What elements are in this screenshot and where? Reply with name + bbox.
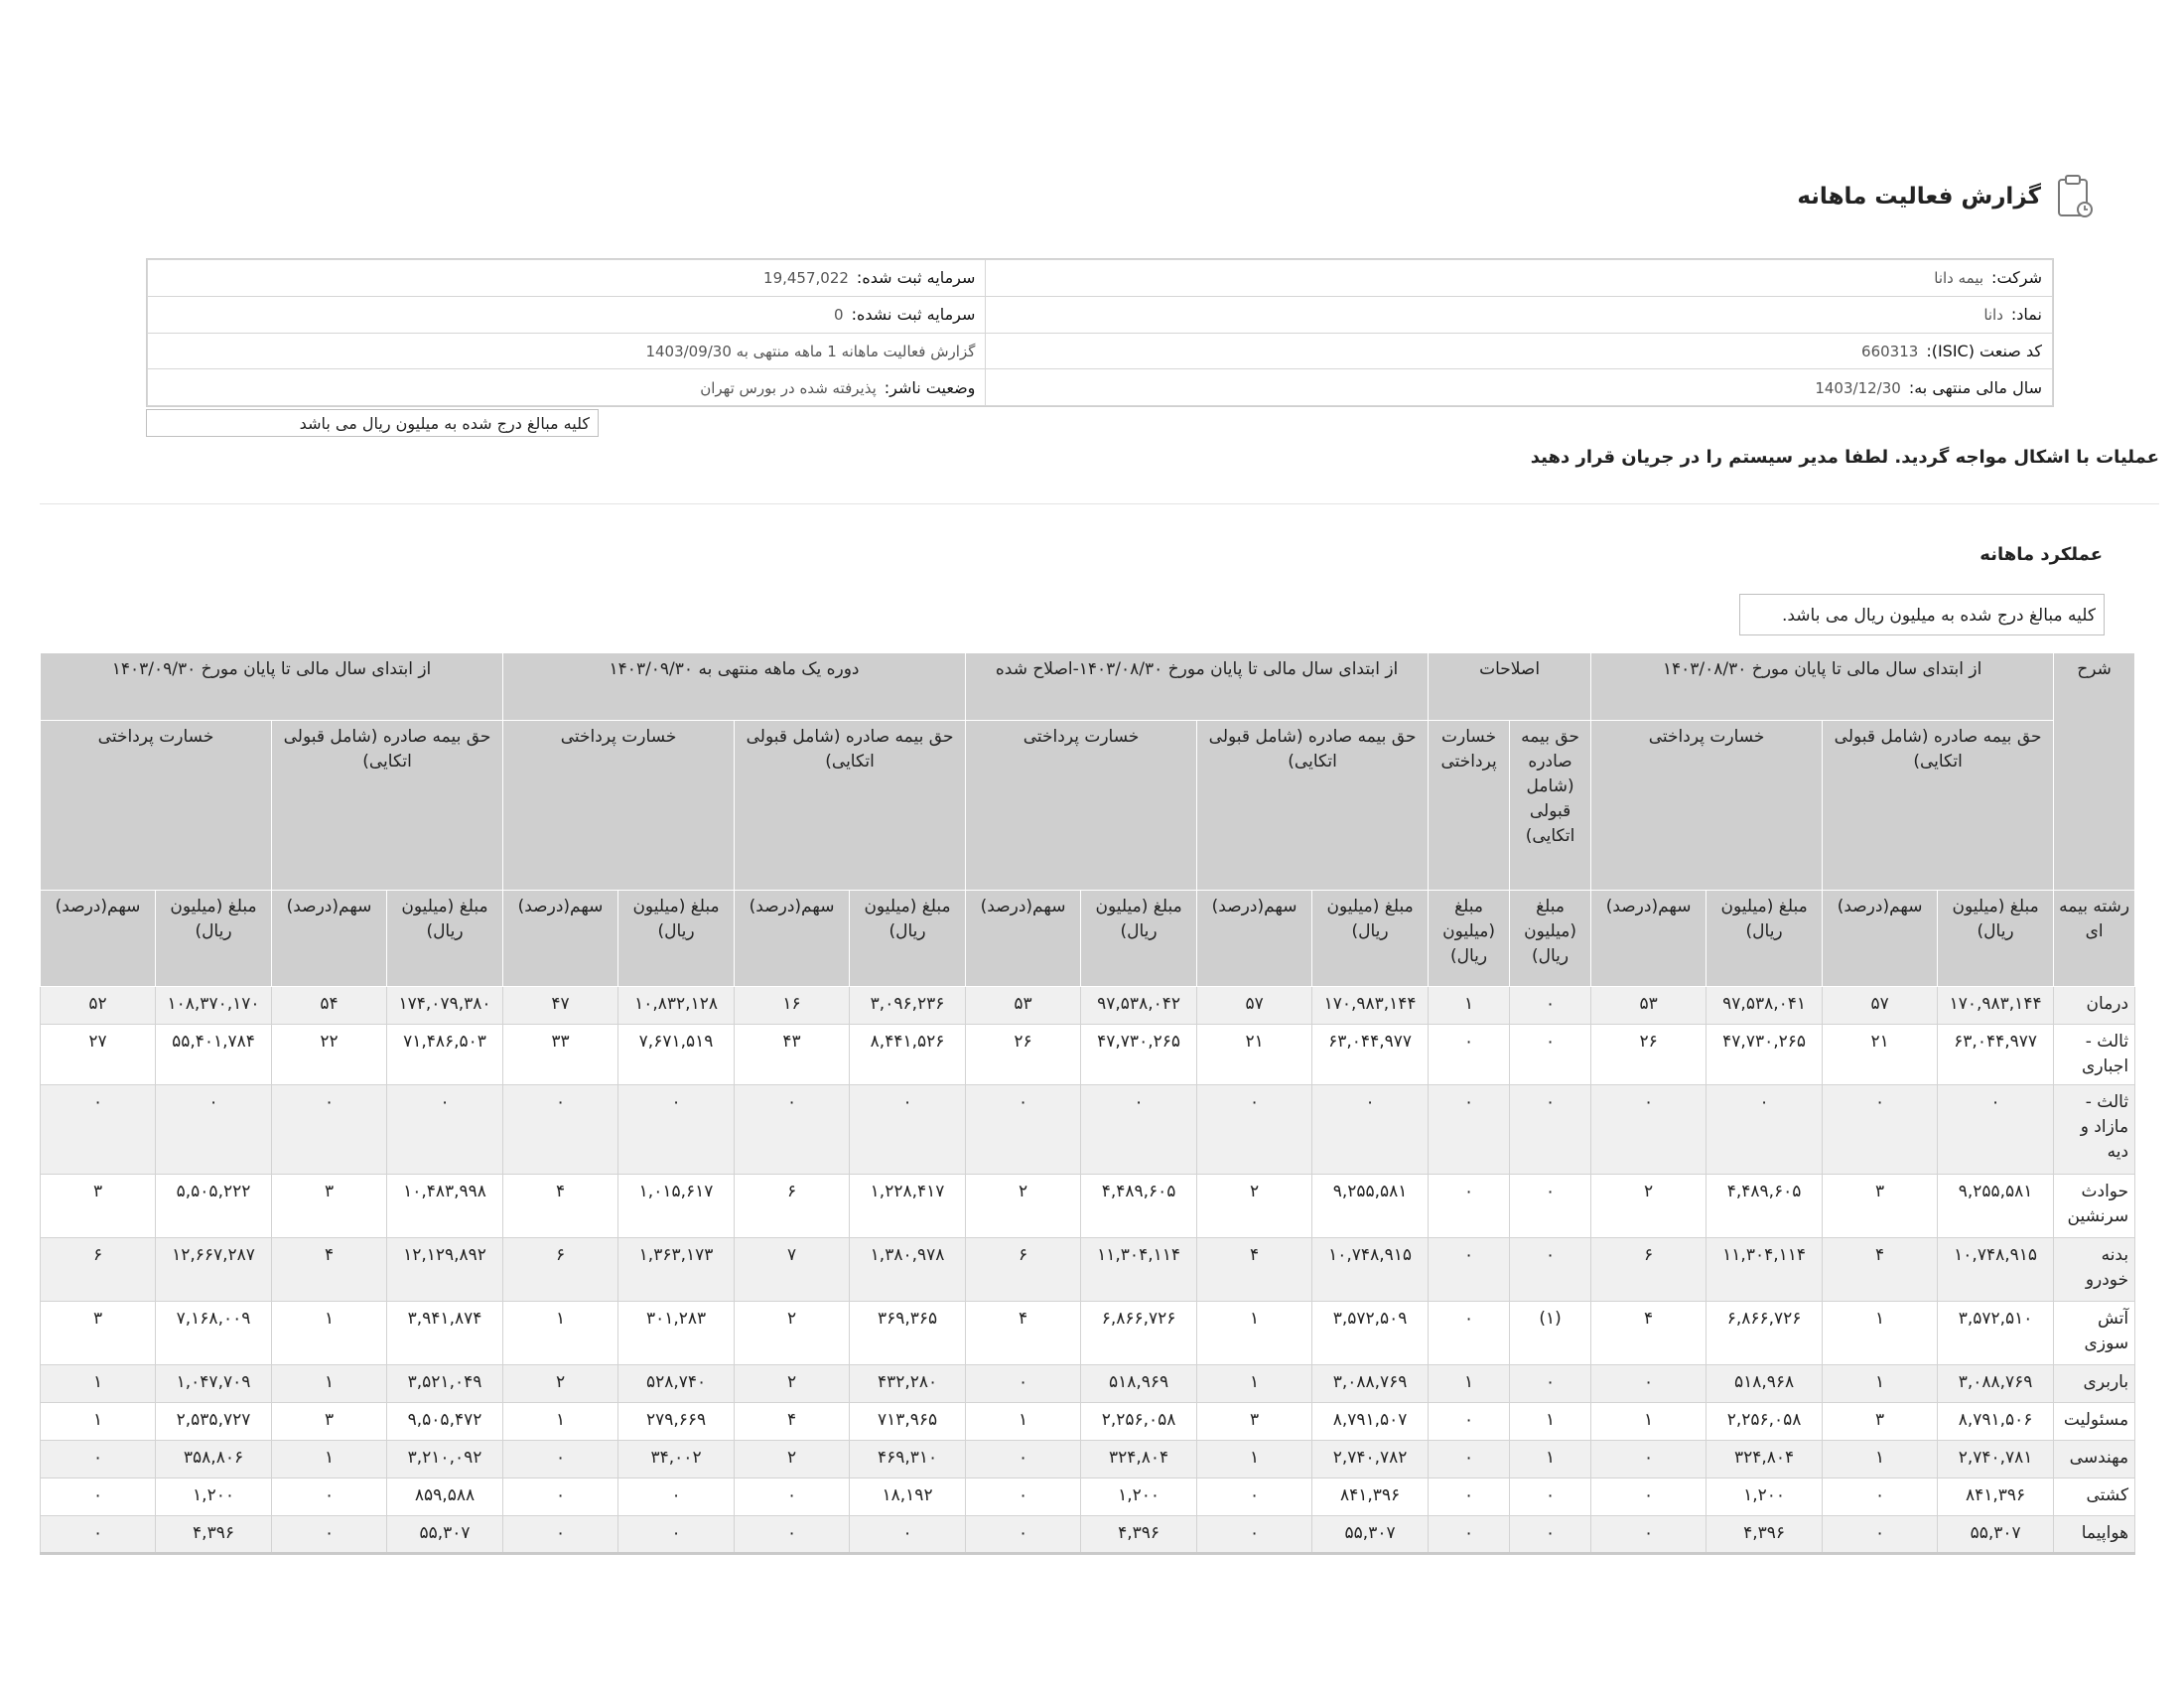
- table-cell: ۳,۲۱۰,۰۹۲: [387, 1441, 503, 1478]
- table-cell: ۰: [1510, 1025, 1591, 1085]
- table-cell: ۰: [272, 1478, 387, 1516]
- claims-subheader: خسارت پرداختی: [503, 721, 735, 891]
- table-cell: ۳۰۱,۲۸۳: [618, 1302, 735, 1365]
- table-cell: ۱۰,۷۴۸,۹۱۵: [1312, 1238, 1429, 1302]
- table-cell: ۱: [1510, 1403, 1591, 1441]
- table-cell: ۲۶: [966, 1025, 1081, 1085]
- table-row: [41, 1365, 2135, 1403]
- table-cell: ۰: [156, 1085, 272, 1175]
- table-cell: ۰: [618, 1478, 735, 1516]
- table-cell: ۱,۲۲۸,۴۱۷: [850, 1175, 966, 1238]
- table-cell: ۶: [735, 1175, 850, 1238]
- table-cell: ۱: [272, 1441, 387, 1478]
- table-cell: ۰: [966, 1441, 1081, 1478]
- table-cell: ۱: [41, 1403, 156, 1441]
- table-cell: ۳,۹۴۱,۸۷۴: [387, 1302, 503, 1365]
- table-cell: ۰: [1510, 1365, 1591, 1403]
- table-cell: ۱,۲۰۰: [156, 1478, 272, 1516]
- share-header: سهم(درصد): [503, 891, 618, 987]
- amount-header: مبلغ (میلیون ریال): [1510, 891, 1591, 987]
- row-insurance-line: حوادث سرنشین: [2054, 1175, 2135, 1238]
- section-unit-note: کلیه مبالغ درج شده به میلیون ریال می باشد.: [1739, 594, 2105, 635]
- table-cell: ۲: [966, 1175, 1081, 1238]
- table-cell: ۰: [1938, 1085, 2054, 1175]
- amount-header: مبلغ (میلیون ریال): [156, 891, 272, 987]
- table-cell: ۰: [850, 1516, 966, 1554]
- table-cell: ۰: [1197, 1516, 1312, 1554]
- table-cell: ۵۱۸,۹۶۹: [1081, 1365, 1197, 1403]
- table-cell: ۰: [1510, 1085, 1591, 1175]
- amount-header: مبلغ (میلیون ریال): [850, 891, 966, 987]
- company-label: شرکت:: [1991, 268, 2042, 288]
- table-cell: ۱: [966, 1403, 1081, 1441]
- table-cell: ۱: [1197, 1441, 1312, 1478]
- table-cell: ۳: [272, 1175, 387, 1238]
- table-cell: ۱۲,۱۲۹,۸۹۲: [387, 1238, 503, 1302]
- table-cell: ۵۵,۳۰۷: [1312, 1516, 1429, 1554]
- group-header: اصلاحات: [1429, 653, 1591, 721]
- table-cell: ۰: [272, 1085, 387, 1175]
- table-cell: ۷,۱۶۸,۰۰۹: [156, 1302, 272, 1365]
- table-cell: ۰: [1429, 1238, 1510, 1302]
- table-cell: ۱: [1823, 1441, 1938, 1478]
- row-insurance-line: بدنه خودرو: [2054, 1238, 2135, 1302]
- share-header: سهم(درصد): [1197, 891, 1312, 987]
- table-cell: ۰: [387, 1085, 503, 1175]
- table-cell: ۲۱: [1197, 1025, 1312, 1085]
- company-value: بیمه دانا: [1934, 269, 1984, 288]
- table-cell: ۲: [1197, 1175, 1312, 1238]
- row-insurance-line: باربری: [2054, 1365, 2135, 1403]
- table-cell: ۴: [1823, 1238, 1938, 1302]
- amount-header: مبلغ (میلیون ریال): [387, 891, 503, 987]
- table-cell: ۱: [272, 1365, 387, 1403]
- table-cell: ۵۲: [41, 987, 156, 1025]
- table-cell: ۱: [1429, 987, 1510, 1025]
- table-cell: ۱,۲۰۰: [1081, 1478, 1197, 1516]
- claims-subheader: خسارت پرداختی: [41, 721, 272, 891]
- amount-header: مبلغ (میلیون ریال): [618, 891, 735, 987]
- table-cell: ۲۱: [1823, 1025, 1938, 1085]
- table-row: [41, 1085, 2135, 1175]
- table-cell: ۰: [1081, 1085, 1197, 1175]
- table-cell: ۲: [735, 1365, 850, 1403]
- table-cell: ۱۲,۶۶۷,۲۸۷: [156, 1238, 272, 1302]
- table-cell: ۲۷: [41, 1025, 156, 1085]
- table-cell: ۳,۰۸۸,۷۶۹: [1312, 1365, 1429, 1403]
- table-cell: ۵۵,۳۰۷: [1938, 1516, 2054, 1554]
- table-cell: ۰: [1510, 1516, 1591, 1554]
- amount-header: مبلغ (میلیون ریال): [1938, 891, 2054, 987]
- table-row: [41, 1403, 2135, 1441]
- table-cell: ۰: [966, 1478, 1081, 1516]
- table-cell: ۴۷,۷۳۰,۲۶۵: [1706, 1025, 1823, 1085]
- share-header: سهم(درصد): [1591, 891, 1706, 987]
- table-cell: ۷۱۳,۹۶۵: [850, 1403, 966, 1441]
- report-desc-cell: [148, 333, 986, 369]
- table-cell: ۰: [503, 1441, 618, 1478]
- table-cell: ۹۷,۵۳۸,۰۴۲: [1081, 987, 1197, 1025]
- claims-subheader: خسارت پرداختی: [1591, 721, 1823, 891]
- table-cell: ۱: [1591, 1403, 1706, 1441]
- table-cell: ۲: [735, 1302, 850, 1365]
- table-row: [41, 1441, 2135, 1478]
- premium-subheader: حق بیمه صادره (شامل قبولی اتکایی): [1510, 721, 1591, 891]
- table-cell: ۰: [1429, 1403, 1510, 1441]
- table-cell: ۱: [1510, 1441, 1591, 1478]
- table-cell: ۷: [735, 1238, 850, 1302]
- table-cell: ۳,۰۹۶,۲۳۶: [850, 987, 966, 1025]
- table-cell: ۴۷: [503, 987, 618, 1025]
- table-cell: ۲۶: [1591, 1025, 1706, 1085]
- table-cell: ۱: [272, 1302, 387, 1365]
- company-info-panel: [146, 258, 2054, 407]
- table-cell: ۹,۵۰۵,۴۷۲: [387, 1403, 503, 1441]
- table-cell: ۱,۲۰۰: [1706, 1478, 1823, 1516]
- table-cell: ۱: [1429, 1365, 1510, 1403]
- table-cell: ۰: [503, 1085, 618, 1175]
- premium-subheader: حق بیمه صادره (شامل قبولی اتکایی): [272, 721, 503, 891]
- table-cell: ۰: [1510, 1175, 1591, 1238]
- table-cell: ۰: [735, 1516, 850, 1554]
- table-cell: ۰: [966, 1085, 1081, 1175]
- table-cell: ۰: [1197, 1478, 1312, 1516]
- table-cell: ۲,۷۴۰,۷۸۱: [1938, 1441, 2054, 1478]
- table-cell: ۰: [1510, 987, 1591, 1025]
- table-cell: ۸,۷۹۱,۵۰۷: [1312, 1403, 1429, 1441]
- publisher-status-cell: [148, 369, 986, 406]
- publisher-status-label: وضعیت ناشر:: [884, 377, 976, 397]
- fiscal-year-value: 1403/12/30: [1815, 378, 1901, 397]
- clipboard-clock-icon: [2055, 173, 2095, 220]
- table-cell: ۳,۵۲۱,۰۴۹: [387, 1365, 503, 1403]
- table-cell: ۴,۳۹۶: [156, 1516, 272, 1554]
- row-insurance-line: مسئولیت: [2054, 1403, 2135, 1441]
- table-cell: ۵,۵۰۵,۲۲۲: [156, 1175, 272, 1238]
- table-cell: ۴,۳۹۶: [1081, 1516, 1197, 1554]
- isic-cell: [986, 333, 2053, 369]
- table-row: [41, 1516, 2135, 1554]
- table-cell: ۴۳۲,۲۸۰: [850, 1365, 966, 1403]
- table-cell: ۱,۳۶۳,۱۷۳: [618, 1238, 735, 1302]
- table-cell: ۲: [735, 1441, 850, 1478]
- table-cell: ۰: [1591, 1365, 1706, 1403]
- row-insurance-line: ثالث - اجباری: [2054, 1025, 2135, 1085]
- table-cell: ۱: [1823, 1365, 1938, 1403]
- table-cell: ۴,۴۸۹,۶۰۵: [1081, 1175, 1197, 1238]
- table-row: [41, 1025, 2135, 1085]
- table-cell: ۰: [1706, 1085, 1823, 1175]
- table-cell: ۹,۲۵۵,۵۸۱: [1938, 1175, 2054, 1238]
- fiscal-year-label: سال مالی منتهی به:: [1908, 377, 2042, 397]
- table-cell: ۰: [503, 1478, 618, 1516]
- table-cell: ۸,۴۴۱,۵۲۶: [850, 1025, 966, 1085]
- registered-capital-cell: [148, 260, 986, 297]
- share-header: سهم(درصد): [272, 891, 387, 987]
- table-cell: ۵۷: [1197, 987, 1312, 1025]
- table-cell: ۱,۰۴۷,۷۰۹: [156, 1365, 272, 1403]
- registered-capital-label: سرمایه ثبت شده:: [856, 268, 976, 288]
- publisher-status-value: پذیرفته شده در بورس تهران: [700, 378, 877, 397]
- table-cell: ۸۵۹,۵۸۸: [387, 1478, 503, 1516]
- amount-unit-note: کلیه مبالغ درج شده به میلیون ریال می باشد: [146, 409, 599, 437]
- table-cell: ۰: [41, 1516, 156, 1554]
- table-cell: ۴: [272, 1238, 387, 1302]
- table-cell: ۰: [1429, 1025, 1510, 1085]
- group-header: از ابتدای سال مالی تا پایان مورخ ۱۴۰۳/۰۸/۳۰-اصلاح شده: [966, 653, 1429, 721]
- table-cell: ۰: [1591, 1085, 1706, 1175]
- table-cell: ۱۰,۴۸۳,۹۹۸: [387, 1175, 503, 1238]
- table-cell: ۶,۸۶۶,۷۲۶: [1706, 1302, 1823, 1365]
- table-cell: ۲: [503, 1365, 618, 1403]
- group-header: از ابتدای سال مالی تا پایان مورخ ۱۴۰۳/۰۸/۳۰: [1591, 653, 2054, 721]
- table-cell: ۴: [1591, 1302, 1706, 1365]
- table-cell: ۳۳: [503, 1025, 618, 1085]
- table-cell: ۰: [1591, 1478, 1706, 1516]
- table-cell: ۱۷۰,۹۸۳,۱۴۴: [1938, 987, 2054, 1025]
- table-cell: ۱۸,۱۹۲: [850, 1478, 966, 1516]
- table-cell: ۷,۶۷۱,۵۱۹: [618, 1025, 735, 1085]
- table-cell: ۰: [1823, 1085, 1938, 1175]
- table-cell: ۳: [1823, 1175, 1938, 1238]
- table-cell: ۱: [1197, 1365, 1312, 1403]
- table-cell: ۲,۲۵۶,۰۵۸: [1081, 1403, 1197, 1441]
- table-cell: ۰: [735, 1085, 850, 1175]
- row-insurance-line: درمان: [2054, 987, 2135, 1025]
- table-cell: ۲۲: [272, 1025, 387, 1085]
- group-header: دوره یک ماهه منتهی به ۱۴۰۳/۰۹/۳۰: [503, 653, 966, 721]
- table-cell: ۴۳: [735, 1025, 850, 1085]
- table-cell: ۱۰,۷۴۸,۹۱۵: [1938, 1238, 2054, 1302]
- table-cell: ۴,۳۹۶: [1706, 1516, 1823, 1554]
- table-cell: ۰: [1312, 1085, 1429, 1175]
- table-cell: ۱۶: [735, 987, 850, 1025]
- table-cell: ۱: [1823, 1302, 1938, 1365]
- divider: [40, 503, 2159, 504]
- table-cell: ۴: [503, 1175, 618, 1238]
- table-cell: ۶۳,۰۴۴,۹۷۷: [1312, 1025, 1429, 1085]
- table-cell: ۸,۷۹۱,۵۰۶: [1938, 1403, 2054, 1441]
- table-cell: ۰: [850, 1085, 966, 1175]
- premium-subheader: حق بیمه صادره (شامل قبولی اتکایی): [735, 721, 966, 891]
- table-cell: ۵۵,۴۰۱,۷۸۴: [156, 1025, 272, 1085]
- table-cell: ۰: [1510, 1238, 1591, 1302]
- table-cell: ۳: [1197, 1403, 1312, 1441]
- share-header: سهم(درصد): [41, 891, 156, 987]
- table-cell: ۰: [1591, 1441, 1706, 1478]
- table-cell: ۰: [272, 1516, 387, 1554]
- table-cell: ۰: [618, 1516, 735, 1554]
- section-title: عملکرد ماهانه: [1979, 544, 2103, 565]
- table-cell: ۵۷: [1823, 987, 1938, 1025]
- table-cell: (۱): [1510, 1302, 1591, 1365]
- table-cell: ۲: [1591, 1175, 1706, 1238]
- table-cell: ۰: [1823, 1478, 1938, 1516]
- table-cell: ۲,۷۴۰,۷۸۲: [1312, 1441, 1429, 1478]
- error-message: عملیات با اشکال مواجه گردید. لطفا مدیر سیستم را در جریان قرار دهید: [1530, 447, 2159, 468]
- company-cell: [986, 260, 2053, 297]
- table-cell: ۰: [735, 1478, 850, 1516]
- table-cell: ۳۲۴,۸۰۴: [1081, 1441, 1197, 1478]
- table-cell: ۱۰,۸۳۲,۱۲۸: [618, 987, 735, 1025]
- table-cell: ۴,۴۸۹,۶۰۵: [1706, 1175, 1823, 1238]
- claims-subheader: خسارت پرداختی: [1429, 721, 1510, 891]
- isic-value: 660313: [1861, 342, 1919, 360]
- table-cell: ۱۷۴,۰۷۹,۳۸۰: [387, 987, 503, 1025]
- table-cell: ۹۷,۵۳۸,۰۴۱: [1706, 987, 1823, 1025]
- table-cell: ۶,۸۶۶,۷۲۶: [1081, 1302, 1197, 1365]
- line-header: رشته بیمه ای: [2054, 891, 2135, 987]
- table-cell: ۵۵,۳۰۷: [387, 1516, 503, 1554]
- table-row: [41, 1175, 2135, 1238]
- fiscal-year-cell: [986, 369, 2053, 406]
- desc-header: شرح: [2054, 653, 2135, 891]
- table-cell: ۳: [272, 1403, 387, 1441]
- claims-subheader: خسارت پرداختی: [966, 721, 1197, 891]
- table-cell: ۰: [1429, 1085, 1510, 1175]
- table-cell: ۱۱,۳۰۴,۱۱۴: [1706, 1238, 1823, 1302]
- table-cell: ۰: [1429, 1516, 1510, 1554]
- table-cell: ۵۱۸,۹۶۸: [1706, 1365, 1823, 1403]
- table-cell: ۴: [1197, 1238, 1312, 1302]
- page-header: [1737, 167, 2095, 226]
- table-row: [41, 1478, 2135, 1516]
- group-header: از ابتدای سال مالی تا پایان مورخ ۱۴۰۳/۰۹/۳۰: [41, 653, 503, 721]
- table-cell: ۱۷۰,۹۸۳,۱۴۴: [1312, 987, 1429, 1025]
- symbol-label: نماد:: [2010, 305, 2042, 325]
- table-cell: ۱,۳۸۰,۹۷۸: [850, 1238, 966, 1302]
- table-cell: ۳۴,۰۰۲: [618, 1441, 735, 1478]
- table-cell: ۲,۲۵۶,۰۵۸: [1706, 1403, 1823, 1441]
- isic-label: کد صنعت (ISIC):: [1926, 341, 2042, 360]
- table-cell: ۰: [1823, 1516, 1938, 1554]
- table-cell: ۳: [41, 1175, 156, 1238]
- table-cell: ۰: [1429, 1441, 1510, 1478]
- table-row: [41, 1302, 2135, 1365]
- table-cell: ۳: [41, 1302, 156, 1365]
- share-header: سهم(درصد): [1823, 891, 1938, 987]
- table-cell: ۶: [41, 1238, 156, 1302]
- table-cell: ۰: [503, 1516, 618, 1554]
- table-cell: ۵۳: [1591, 987, 1706, 1025]
- table-cell: ۱,۰۱۵,۶۱۷: [618, 1175, 735, 1238]
- table-cell: ۰: [41, 1085, 156, 1175]
- table-cell: ۰: [1510, 1478, 1591, 1516]
- table-row: [41, 1238, 2135, 1302]
- table-cell: ۴: [735, 1403, 850, 1441]
- table-cell: ۰: [966, 1365, 1081, 1403]
- share-header: سهم(درصد): [966, 891, 1081, 987]
- table-cell: ۳,۰۸۸,۷۶۹: [1938, 1365, 2054, 1403]
- table-cell: ۰: [41, 1478, 156, 1516]
- table-cell: ۰: [1429, 1478, 1510, 1516]
- symbol-value: دانا: [1983, 306, 2003, 325]
- table-cell: ۵۴: [272, 987, 387, 1025]
- table-cell: ۷۱,۴۸۶,۵۰۳: [387, 1025, 503, 1085]
- share-header: سهم(درصد): [735, 891, 850, 987]
- row-insurance-line: آتش سوزی: [2054, 1302, 2135, 1365]
- table-cell: ۶: [966, 1238, 1081, 1302]
- unregistered-capital-label: سرمایه ثبت نشده:: [851, 305, 976, 325]
- table-cell: ۱: [41, 1365, 156, 1403]
- table-cell: ۳,۵۷۲,۵۰۹: [1312, 1302, 1429, 1365]
- table-cell: ۱: [503, 1403, 618, 1441]
- table-cell: ۶: [503, 1238, 618, 1302]
- table-cell: ۲۷۹,۶۶۹: [618, 1403, 735, 1441]
- table-cell: ۳۲۴,۸۰۴: [1706, 1441, 1823, 1478]
- table-cell: ۰: [1197, 1085, 1312, 1175]
- monthly-performance-table: [40, 652, 2135, 1555]
- table-cell: ۶۳,۰۴۴,۹۷۷: [1938, 1025, 2054, 1085]
- table-cell: ۶: [1591, 1238, 1706, 1302]
- row-insurance-line: ثالث - مازاد و دیه: [2054, 1085, 2135, 1175]
- row-insurance-line: کشتی: [2054, 1478, 2135, 1516]
- table-cell: ۳۶۹,۳۶۵: [850, 1302, 966, 1365]
- table-cell: ۱: [1197, 1302, 1312, 1365]
- premium-subheader: حق بیمه صادره (شامل قبولی اتکایی): [1197, 721, 1429, 891]
- table-cell: ۸۴۱,۳۹۶: [1938, 1478, 2054, 1516]
- table-cell: ۴۶۹,۳۱۰: [850, 1441, 966, 1478]
- table-cell: ۰: [1429, 1302, 1510, 1365]
- table-cell: ۱: [503, 1302, 618, 1365]
- row-insurance-line: هواپیما: [2054, 1516, 2135, 1554]
- table-row: [41, 987, 2135, 1025]
- report-description: گزارش فعالیت ماهانه 1 ماهه منتهی به 1403/09/30: [645, 342, 976, 360]
- table-cell: ۵۲۸,۷۴۰: [618, 1365, 735, 1403]
- table-cell: ۳۵۸,۸۰۶: [156, 1441, 272, 1478]
- table-cell: ۰: [618, 1085, 735, 1175]
- table-cell: ۰: [41, 1441, 156, 1478]
- table-cell: ۰: [966, 1516, 1081, 1554]
- symbol-cell: [986, 296, 2053, 333]
- table-cell: ۰: [1429, 1175, 1510, 1238]
- table-cell: ۲,۵۳۵,۷۲۷: [156, 1403, 272, 1441]
- table-cell: ۰: [1591, 1516, 1706, 1554]
- amount-header: مبلغ (میلیون ریال): [1706, 891, 1823, 987]
- amount-header: مبلغ (میلیون ریال): [1081, 891, 1197, 987]
- amount-header: مبلغ (میلیون ریال): [1429, 891, 1510, 987]
- table-cell: ۴: [966, 1302, 1081, 1365]
- table-cell: ۱۰۸,۳۷۰,۱۷۰: [156, 987, 272, 1025]
- unregistered-capital-value: 0: [834, 306, 844, 325]
- table-cell: ۱۱,۳۰۴,۱۱۴: [1081, 1238, 1197, 1302]
- table-cell: ۳: [1823, 1403, 1938, 1441]
- page-title: گزارش فعالیت ماهانه: [1797, 184, 2041, 210]
- table-cell: ۵۳: [966, 987, 1081, 1025]
- row-insurance-line: مهندسی: [2054, 1441, 2135, 1478]
- table-cell: ۳,۵۷۲,۵۱۰: [1938, 1302, 2054, 1365]
- unregistered-capital-cell: [148, 296, 986, 333]
- amount-header: مبلغ (میلیون ریال): [1312, 891, 1429, 987]
- premium-subheader: حق بیمه صادره (شامل قبولی اتکایی): [1823, 721, 2054, 891]
- table-cell: ۹,۲۵۵,۵۸۱: [1312, 1175, 1429, 1238]
- table-cell: ۴۷,۷۳۰,۲۶۵: [1081, 1025, 1197, 1085]
- table-cell: ۸۴۱,۳۹۶: [1312, 1478, 1429, 1516]
- registered-capital-value: 19,457,022: [763, 269, 849, 288]
